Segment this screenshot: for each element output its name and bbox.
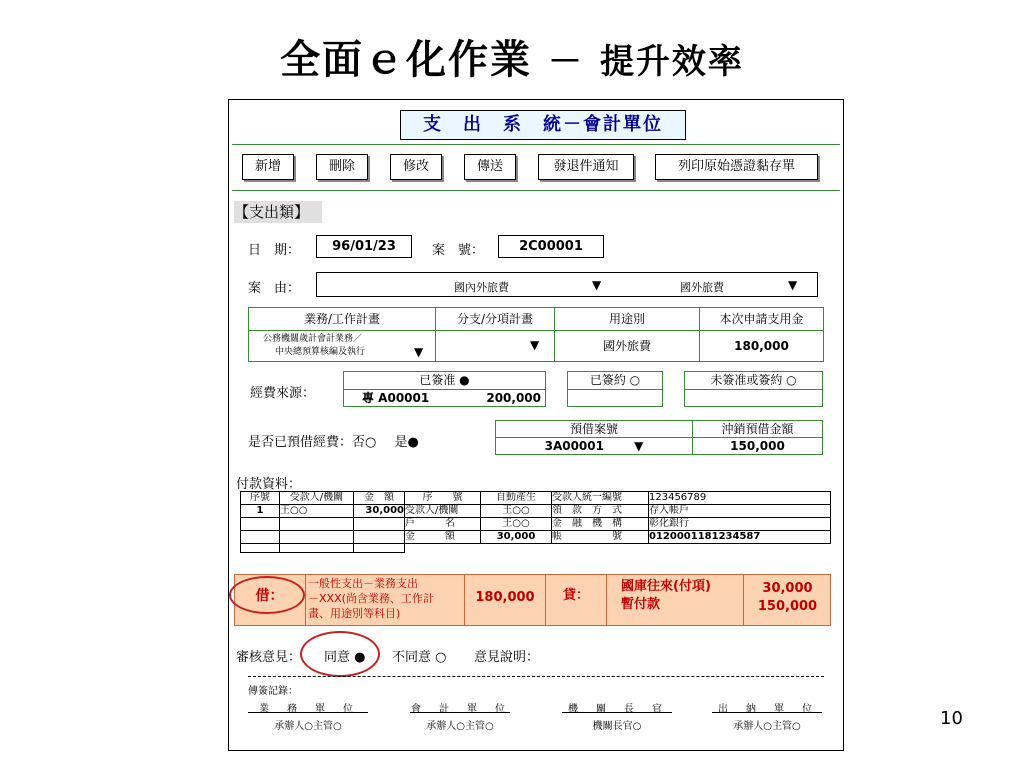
advance-offset-header: 沖銷預借金額	[692, 420, 823, 438]
payment-header: 自動產生	[480, 491, 552, 505]
advance-offset-value: 150,000	[692, 437, 823, 455]
divider	[232, 190, 840, 191]
signoff-unit-sub[interactable]: 承辦人○主管○	[274, 721, 342, 732]
amount-value[interactable]: 180,000	[699, 330, 824, 362]
date-field[interactable]: 96/01/23	[316, 235, 412, 258]
signoff-unit-sub[interactable]: 承辦人○主管○	[733, 721, 801, 732]
divider	[232, 144, 840, 145]
plan-value-line2: 中央總預算核編及執行	[275, 347, 366, 357]
comment-line[interactable]	[248, 676, 824, 677]
contracted-label: 已簽約	[589, 373, 626, 387]
payment-cell	[279, 530, 354, 544]
signoff-unit-sub[interactable]: 承辦人○主管○	[426, 721, 494, 732]
case-no-label: 案 號：	[432, 243, 485, 258]
slide-title	[0, 28, 1024, 85]
chevron-down-icon[interactable]: ▼	[530, 338, 540, 352]
highlight-circle	[229, 576, 305, 614]
chevron-down-icon[interactable]: ▼	[634, 439, 644, 453]
payment-cell: 王○○	[279, 504, 354, 518]
chevron-down-icon[interactable]: ▼	[414, 345, 424, 359]
payment-header: 受款人統一編號	[551, 491, 649, 505]
reason-field	[316, 272, 818, 297]
credit-description	[607, 574, 744, 626]
credit-desc-line1: 國庫往來(付項)	[621, 579, 711, 594]
print-voucher-button[interactable]: 列印原始憑證黏存單	[655, 154, 818, 180]
advance-case-select[interactable]	[495, 437, 693, 455]
add-button[interactable]: 新增	[242, 154, 294, 180]
slide-title-main: 全面ｅ化作業	[280, 36, 533, 83]
payment-cell: 受款人/機關	[404, 504, 481, 518]
credit-desc-line2: 暫付款	[621, 597, 661, 612]
page-number: 10	[940, 708, 963, 729]
payment-cell: 帳 號	[551, 530, 649, 544]
advance-case-header: 預借案號	[495, 420, 693, 438]
advance-label: 是否已預借經費：否	[248, 435, 366, 450]
usage-value: 國外旅費	[554, 330, 700, 362]
radio-unselected-icon[interactable]: ○	[365, 435, 377, 450]
radio-selected-icon[interactable]: ●	[354, 650, 366, 665]
plan-select[interactable]	[248, 330, 436, 362]
not-approved-label: 未簽准或簽約	[710, 373, 783, 387]
signoff-line	[248, 712, 368, 713]
disagree-label: 不同意	[392, 650, 432, 665]
slide-title-dash: －	[548, 42, 584, 82]
approved-option[interactable]	[343, 371, 546, 390]
comment-label: 意見說明：	[474, 650, 540, 665]
not-approved-option[interactable]	[684, 371, 823, 390]
approved-label: 已簽准	[419, 373, 456, 387]
debit-amount: 180,000	[465, 574, 546, 626]
payment-cell	[240, 530, 280, 544]
subplan-header: 分支/分項計畫	[435, 307, 555, 331]
payment-cell	[353, 543, 405, 553]
contracted-option[interactable]	[567, 371, 663, 390]
approved-code: 專 A00001	[362, 391, 430, 405]
payment-cell: 王○○	[480, 517, 552, 531]
payment-cell: 1	[240, 504, 280, 518]
system-title: 支 出 系 統－會計單位	[400, 110, 686, 140]
credit-amounts	[744, 574, 831, 626]
payment-cell	[353, 530, 405, 544]
payment-cell: 金 額	[404, 530, 481, 544]
send-button[interactable]: 傳送	[464, 154, 516, 180]
payment-cell: 30,000	[480, 530, 552, 544]
radio-selected-icon[interactable]: ●	[459, 373, 470, 387]
payment-cell	[279, 543, 354, 553]
payment-cell: 金 融 機 構	[551, 517, 649, 531]
slide-subtitle: 提升效率	[599, 42, 744, 82]
disagree-option[interactable]	[392, 646, 447, 665]
credit-amount-2: 150,000	[757, 599, 818, 614]
payment-header: 受款人/機關	[279, 491, 354, 505]
signoff-unit-sub[interactable]: 機關長官○	[592, 721, 642, 732]
section-label: 【支出類】	[234, 201, 322, 223]
payment-cell: 0120001181234587	[648, 530, 831, 544]
payment-cell: 戶 名	[404, 517, 481, 531]
radio-unselected-icon[interactable]: ○	[435, 650, 447, 665]
signoff-unit-name: 會 計 單 位	[411, 704, 509, 715]
payment-cell: 存入帳戶	[648, 504, 831, 518]
highlight-circle	[300, 631, 380, 677]
delete-button[interactable]: 刪除	[316, 154, 368, 180]
payment-header: 123456789	[648, 491, 831, 505]
credit-amount-1: 30,000	[762, 581, 813, 596]
payment-cell	[240, 543, 280, 553]
payment-cell	[404, 543, 831, 553]
signoff-line	[410, 712, 510, 713]
signoff-unit-name: 業 務 單 位	[259, 704, 357, 715]
approved-amount: 200,000	[486, 391, 541, 405]
advance-question	[248, 431, 419, 450]
chevron-down-icon[interactable]: ▼	[788, 278, 798, 292]
edit-button[interactable]: 修改	[390, 154, 442, 180]
payment-cell: 領 款 方 式	[551, 504, 649, 518]
advance-yes-label: 是	[394, 435, 408, 450]
not-approved-detail	[684, 389, 823, 407]
usage-header: 用途別	[554, 307, 700, 331]
chevron-down-icon[interactable]: ▼	[592, 278, 602, 292]
radio-unselected-icon[interactable]: ○	[786, 373, 797, 387]
radio-unselected-icon[interactable]: ○	[629, 373, 641, 387]
signoff-unit-name: 機 關 長 官	[568, 704, 666, 715]
advance-case-value: 3A00001	[544, 439, 604, 453]
payment-header: 金 額	[353, 491, 405, 505]
plan-value-line1: 公務機關歲計會計業務／	[263, 334, 363, 344]
payment-header: 序 號	[404, 491, 481, 505]
fund-source-label: 經費來源：	[250, 386, 316, 401]
debit-desc-line3: 畫、用途別等科目)	[308, 607, 401, 620]
plan-header: 業務/工作計畫	[248, 307, 436, 331]
credit-label: 貸：	[546, 574, 607, 626]
amount-header: 本次申請支用金	[699, 307, 824, 331]
debit-label: 借：	[234, 574, 306, 626]
approved-detail	[343, 389, 546, 407]
signoff-unit-name: 出 納 單 位	[718, 704, 816, 715]
payment-cell: 30,000	[353, 504, 405, 518]
return-notice-button[interactable]: 發退件通知	[538, 154, 634, 180]
signoff-label: 傳簽記錄：	[248, 686, 298, 697]
payment-cell: 彰化銀行	[648, 517, 831, 531]
debit-desc-line1: 一般性支出－業務支出	[308, 577, 418, 590]
case-no-field[interactable]: 2C00001	[498, 235, 604, 258]
debit-description	[306, 574, 465, 626]
payment-cell	[240, 517, 280, 531]
contracted-detail	[567, 389, 663, 407]
agree-label: 同意	[324, 650, 351, 665]
reason-label: 案 由：	[248, 281, 301, 296]
signoff-line	[562, 712, 672, 713]
payment-header: 序號	[240, 491, 280, 505]
date-label: 日 期：	[248, 243, 301, 258]
reason-select-2[interactable]: 國外旅費	[680, 281, 724, 294]
payment-cell	[353, 517, 405, 531]
payment-cell: 王○○	[480, 504, 552, 518]
radio-selected-icon[interactable]: ●	[407, 435, 419, 450]
reason-select-1[interactable]: 國內外旅費	[454, 281, 509, 294]
signoff-line	[712, 712, 822, 713]
payment-label: 付款資料：	[236, 477, 302, 492]
review-label: 審核意見：	[236, 650, 302, 665]
payment-cell	[279, 517, 354, 531]
debit-desc-line2: －XXX(尚含業務、工作計	[308, 592, 434, 605]
